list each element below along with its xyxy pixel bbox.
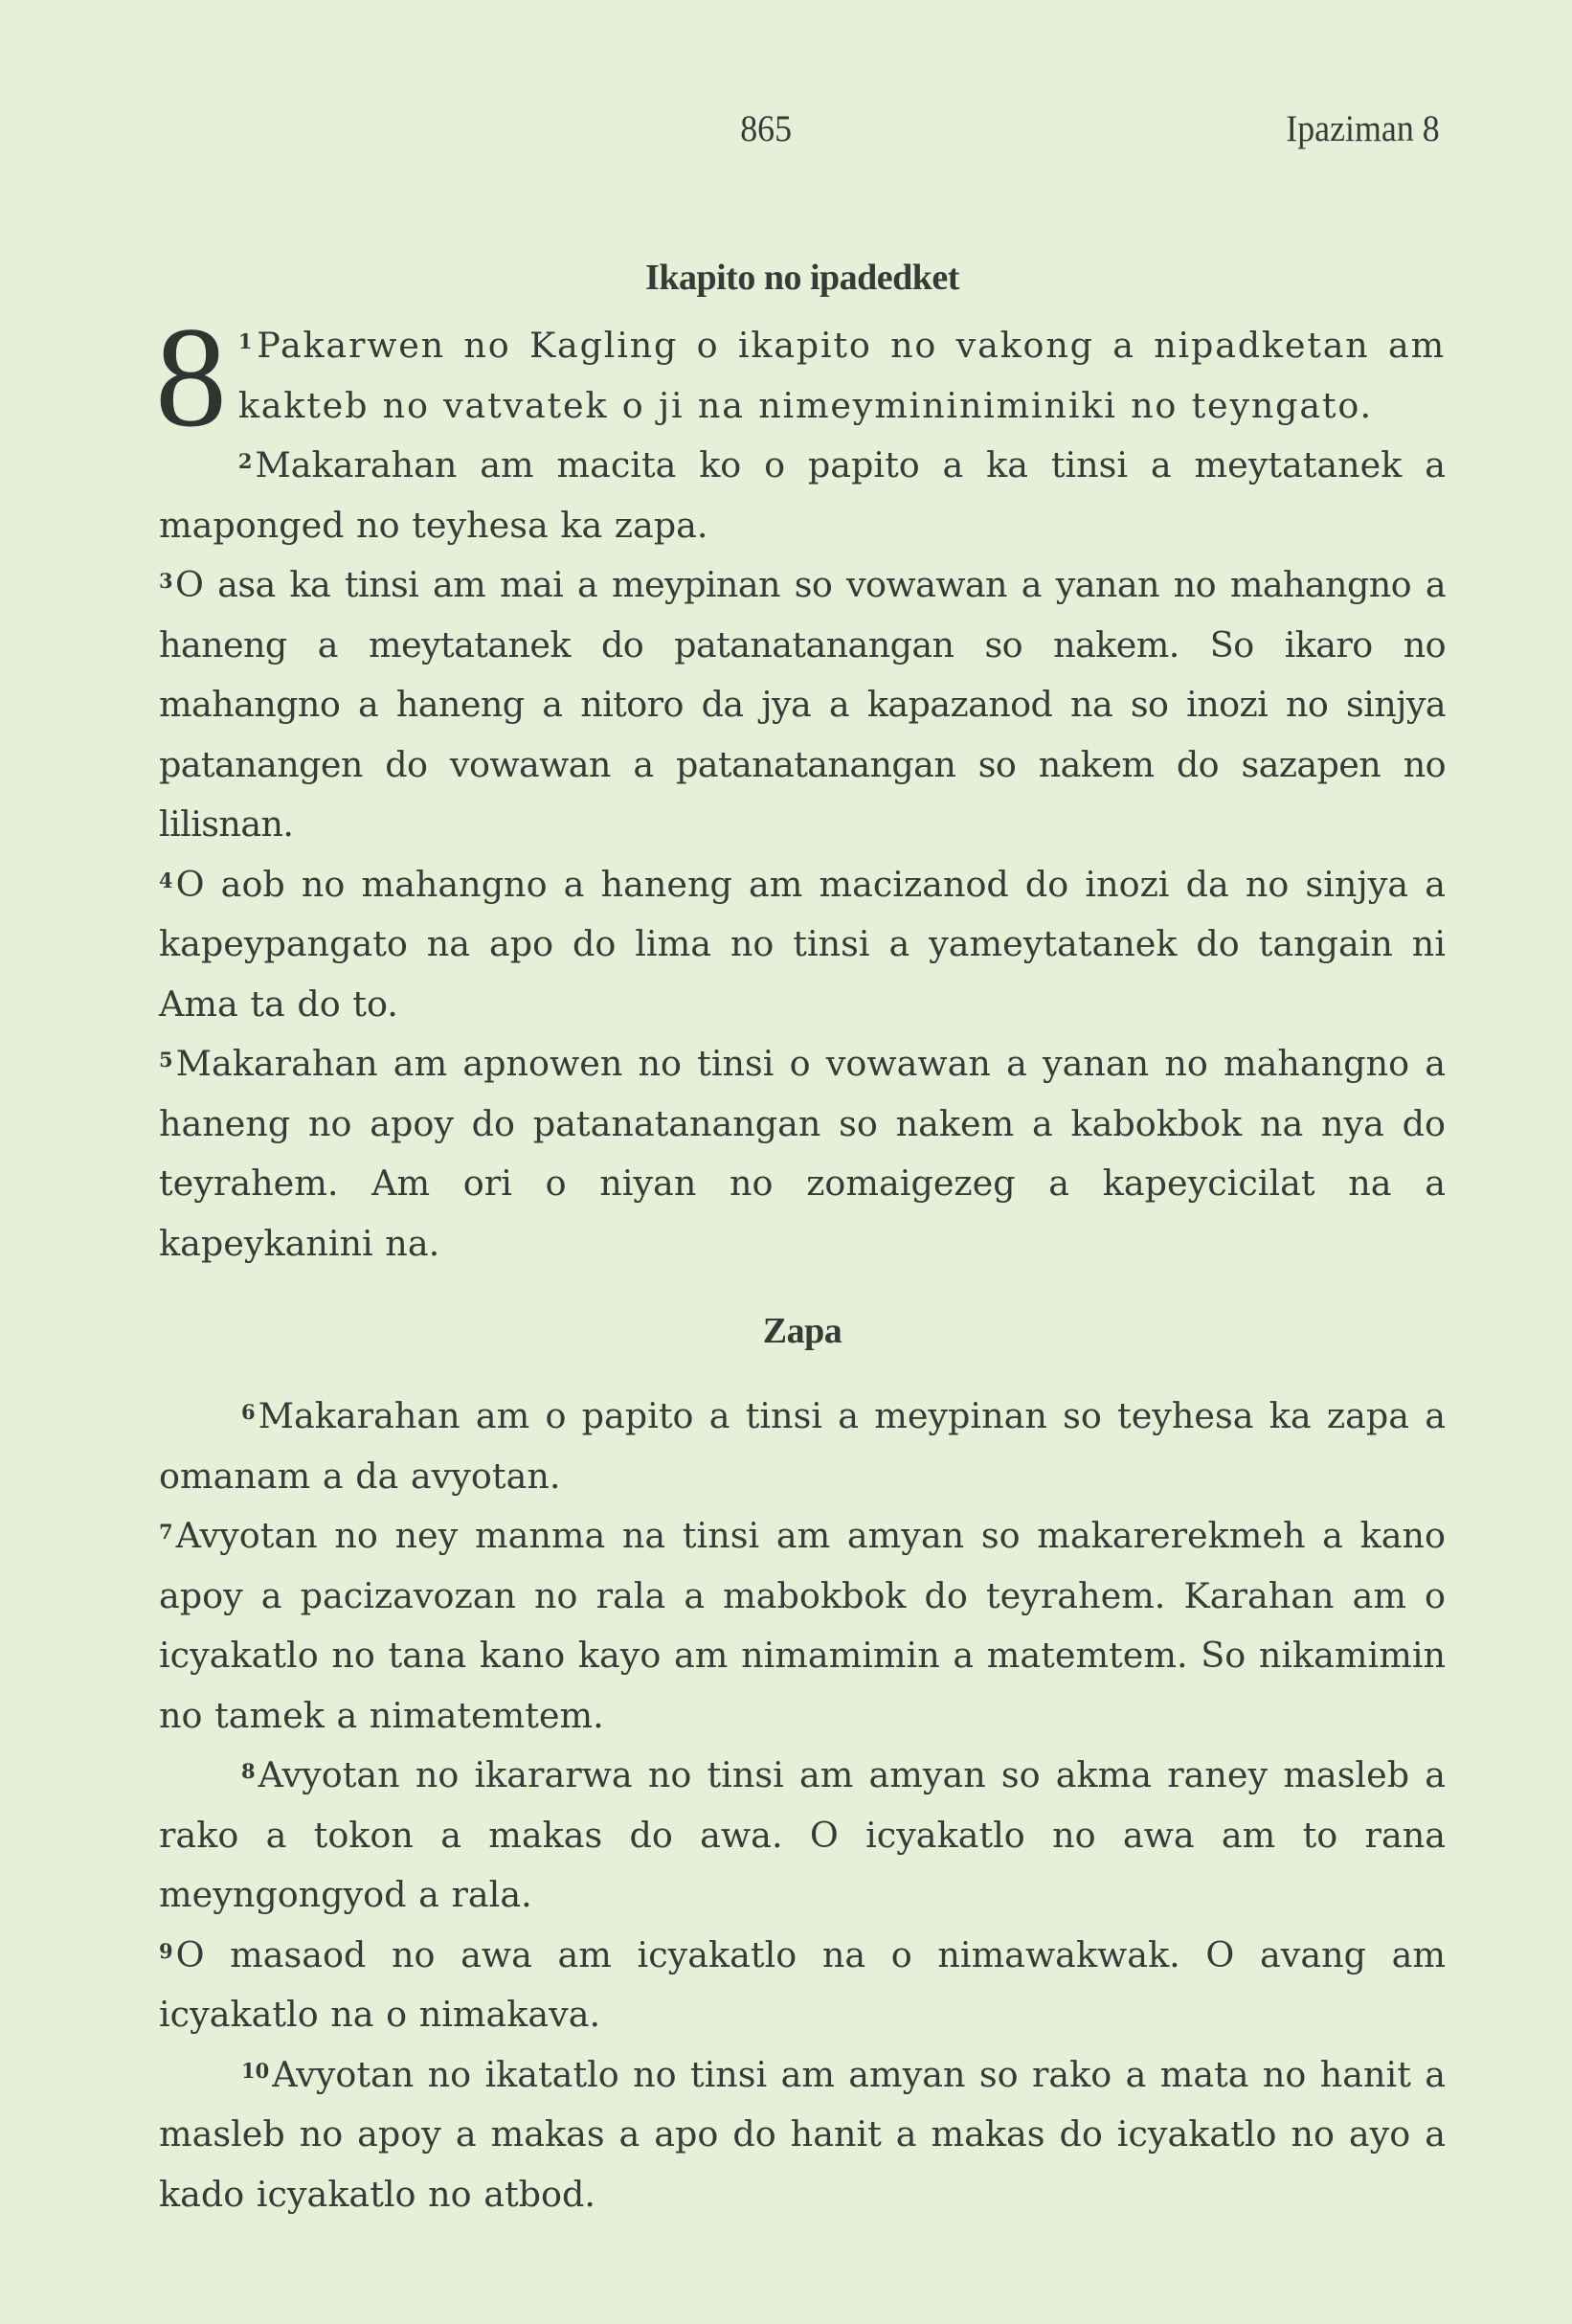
verse-text: Pakarwen no Kagling o ikapito no vakong a nipadketan am kakteb no vatvatek o ji na nimeymininiminiki no teyngato.	[237, 325, 1446, 426]
section-heading-first: Ikapito no ipadedket	[645, 258, 959, 298]
verse-9	[159, 1926, 1446, 2045]
verses-block-first	[155, 298, 1446, 1274]
verse-number: 7	[159, 1520, 173, 1544]
verse-text: O masaod no awa am icyakatlo na o nimawakwak. O avang am icyakatlo na o nimakava.	[159, 1933, 1446, 2035]
verse-text: Makarahan am o papito a tinsi a meypinan so teyhesa ka zapa a omanam a da avyotan.	[159, 1395, 1446, 1497]
verse-number: 9	[159, 1938, 173, 1963]
verse-10	[159, 2045, 1446, 2225]
verse-text: Makarahan am macita ko o papito a ka tinsi a meytatanek a maponged no teyhesa ka zapa.	[159, 444, 1446, 546]
verse-number: 5	[159, 1048, 173, 1072]
verse-number: 3	[159, 569, 173, 593]
running-book-title: Ipaziman 8	[1286, 108, 1440, 149]
verse-1	[155, 298, 1446, 457]
verse-number: 1	[237, 329, 255, 353]
verses-block-second	[159, 1387, 1446, 2224]
verse-text: Makarahan am apnowen no tinsi o vowawan a yanan no mahangno a haneng no apoy do patanatanangan so nakem a kabokbok na nya do teyrahem. Am ori o niyan no zomaigezeg a kapeycicilat na a kapeykanini na.	[159, 1043, 1446, 1264]
verse-number: 8	[241, 1759, 256, 1783]
verse-text: O aob no mahangno a haneng am macizanod do inozi da no sinjya a kapeypangato na apo do lima no tinsi a yameytatanek do tangain ni Ama ta do to.	[159, 863, 1446, 1025]
verse-3	[159, 555, 1446, 855]
verse-8	[159, 1746, 1446, 1926]
running-head	[159, 107, 1440, 155]
chapter-drop-cap: 8	[155, 298, 229, 457]
verse-5	[159, 1034, 1446, 1274]
verse-text: Avyotan no ikararwa no tinsi am amyan so akma raney masleb a rako a tokon a makas do awa. O icyakatlo no awa am to rana meyngongyod a rala.	[159, 1754, 1446, 1915]
verse-2	[159, 436, 1446, 555]
section-heading-second: Zapa	[762, 1311, 842, 1351]
verse-text: O asa ka tinsi am mai a meypinan so vowawan a yanan no mahangno a haneng a meytatanek do patanatanangan so nakem. So ikaro no mahangno a haneng a nitoro da jya a kapazanod na so inozi no sinjya patanangen do vowawan a patanatanangan so nakem do sazapen no lilisnan.	[159, 564, 1446, 845]
verse-4	[159, 855, 1446, 1035]
verse-6	[159, 1387, 1446, 1506]
verse-7	[159, 1506, 1446, 1746]
verse-text: Avyotan no ikatatlo no tinsi am amyan so rako a mata no hanit a masleb no apoy a makas a apo do hanit a makas do icyakatlo no ayo a kado icyakatlo no atbod.	[159, 2053, 1446, 2215]
verse-number: 2	[237, 449, 253, 473]
verse-number: 6	[241, 1400, 256, 1424]
verse-number: 4	[159, 868, 173, 892]
page-number: 865	[740, 108, 793, 149]
verse-number: 10	[241, 2058, 270, 2083]
verse-text: Avyotan no ney manma na tinsi am amyan so makarerekmeh a kano apoy a pacizavozan no rala a mabokbok do teyrahem. Karahan am o icyakatlo no tana kano kayo am nimamimin a matemtem. So nikamimin no tamek a nimatemtem.	[159, 1515, 1446, 1736]
